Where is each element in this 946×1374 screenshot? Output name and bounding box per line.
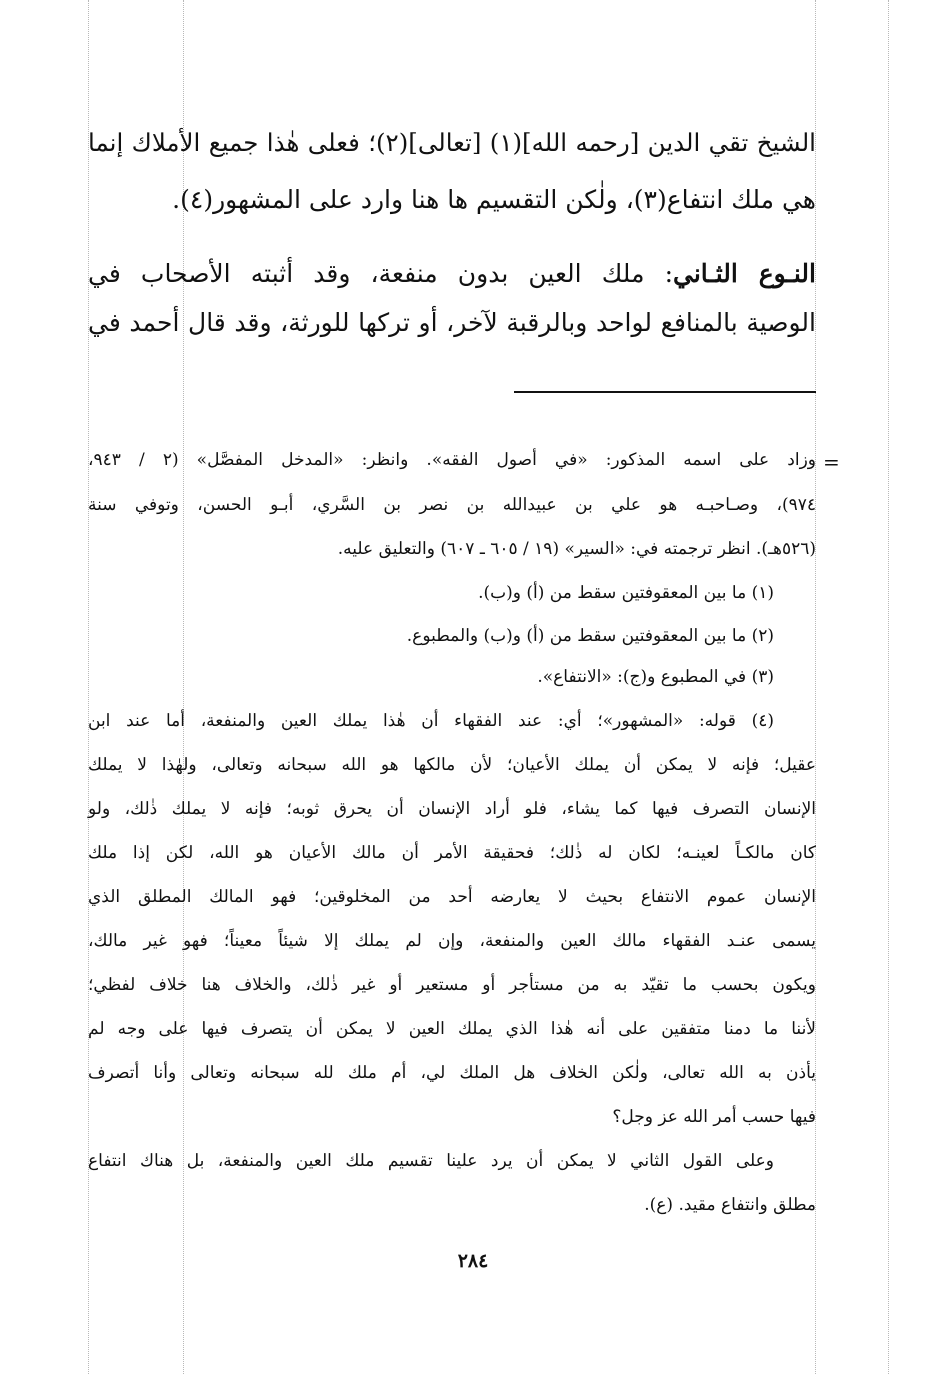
footnote-2: (٢) ما بين المعقوفتين سقط من (أ) و(ب) والمطبوع. xyxy=(406,626,774,646)
main-text-fragment: : ملك العين بدون منفعة، وقد أثبته الأصحاب في xyxy=(88,259,673,288)
scan-guide-line xyxy=(888,0,889,1374)
main-text-line: هي ملك انتفاع(٣)، ولٰكن التقسيم ها هنا وارد على المشهور(٤). xyxy=(172,185,816,214)
footnote-line: (٥٢٦هـ). انظر ترجمته في: «السير» (١٩ / ٦٠٥ ـ ٦٠٧) والتعليق عليه. xyxy=(337,539,816,559)
footnote-line: يأذن به الله تعالى، ولٰكن الخلاف هل الملك لي، أم ملك لله سبحانه وتعالى وأنا أتصرف xyxy=(88,1063,816,1083)
footnote-1: (١) ما بين المعقوفتين سقط من (أ) و(ب). xyxy=(478,583,774,603)
footnote-continuation-mark: = xyxy=(823,450,840,474)
footnote-line: الإنسان عموم الانتفاع بحيث لا يعارضه أحد من المخلوقين؛ فهو المالك المطلق الذي xyxy=(88,887,816,907)
footnote-3: (٣) في المطبوع و(ج): «الانتفاع». xyxy=(537,667,774,687)
section-heading: النـوع الثـاني xyxy=(673,259,816,288)
footnote-line: فيها حسب أمر الله عز وجل؟ xyxy=(612,1107,816,1127)
footnote-line: ٩٧٤)، وصـاحبـه هو علي بن عبيدالله بن نصر بن السَّري، أبـو الحسن، وتوفي سنة xyxy=(88,495,816,515)
footnote-line: وزاد على اسمه المذكور: «في أصول الفقه». وانظر: «المدخل المفصَّل» (٢ / ٩٤٣، xyxy=(88,450,816,470)
footnote-line: عقيل؛ فإنه لا يمكن أن يملك الأعيان؛ لأن مالكها هو الله سبحانه وتعالى، ولهٰذا لا يملك xyxy=(88,755,816,775)
footnote-line: وعلى القول الثاني لا يمكن أن يرد علينا تقسيم ملك العين والمنفعة، بل هناك انتفاع xyxy=(88,1151,774,1171)
footnote-line: كان مالكـاً لعينـه؛ لكان له ذٰلك؛ فحقيقة الأمر أن مالك الأعيان هو الله، لكن إذا ملك xyxy=(88,843,816,863)
footnote-line: ويكون بحسب ما تقيّد به من مستأجر أو مستعير أو غير ذٰلك، والخلاف هنا خلاف لفظي؛ xyxy=(88,975,816,995)
page-number: ٢٨٤ xyxy=(457,1250,489,1272)
footnote-line: الإنسان التصرف فيها كما يشاء، فلو أراد الإنسان أن يحرق ثوبه؛ فإنه لا يملك ذٰلك، ولو xyxy=(88,799,816,819)
main-text-line: الوصية بالمنافع لواحد وبالرقبة لآخر، أو تركها للورثة، وقد قال أحمد في xyxy=(88,308,816,337)
footnote-4: (٤) قوله: «المشهور»؛ أي: عند الفقهاء أن هٰذا يملك العين والمنفعة، أما عند ابن xyxy=(88,711,774,731)
footnote-separator xyxy=(514,391,816,393)
footnote-line: يسمى عنـد الفقهاء مالك العين والمنفعة، وإن لم يملك إلا شيئاً معيناً؛ فهو غير مالك، xyxy=(88,931,816,951)
main-text-line: الشيخ تقي الدين [رحمه الله](١) [تعالى](٢)؛ فعلى هٰذا جميع الأملاك إنما xyxy=(88,128,816,157)
footnote-line: مطلق وانتفاع مقيد. (ع). xyxy=(644,1195,816,1215)
main-text-line xyxy=(88,261,816,286)
footnote-line: لأننا ما دمنا متفقين على أنه هٰذا الذي يملك العين لا يمكن أن يتصرف فيها على وجه لم xyxy=(88,1019,816,1039)
